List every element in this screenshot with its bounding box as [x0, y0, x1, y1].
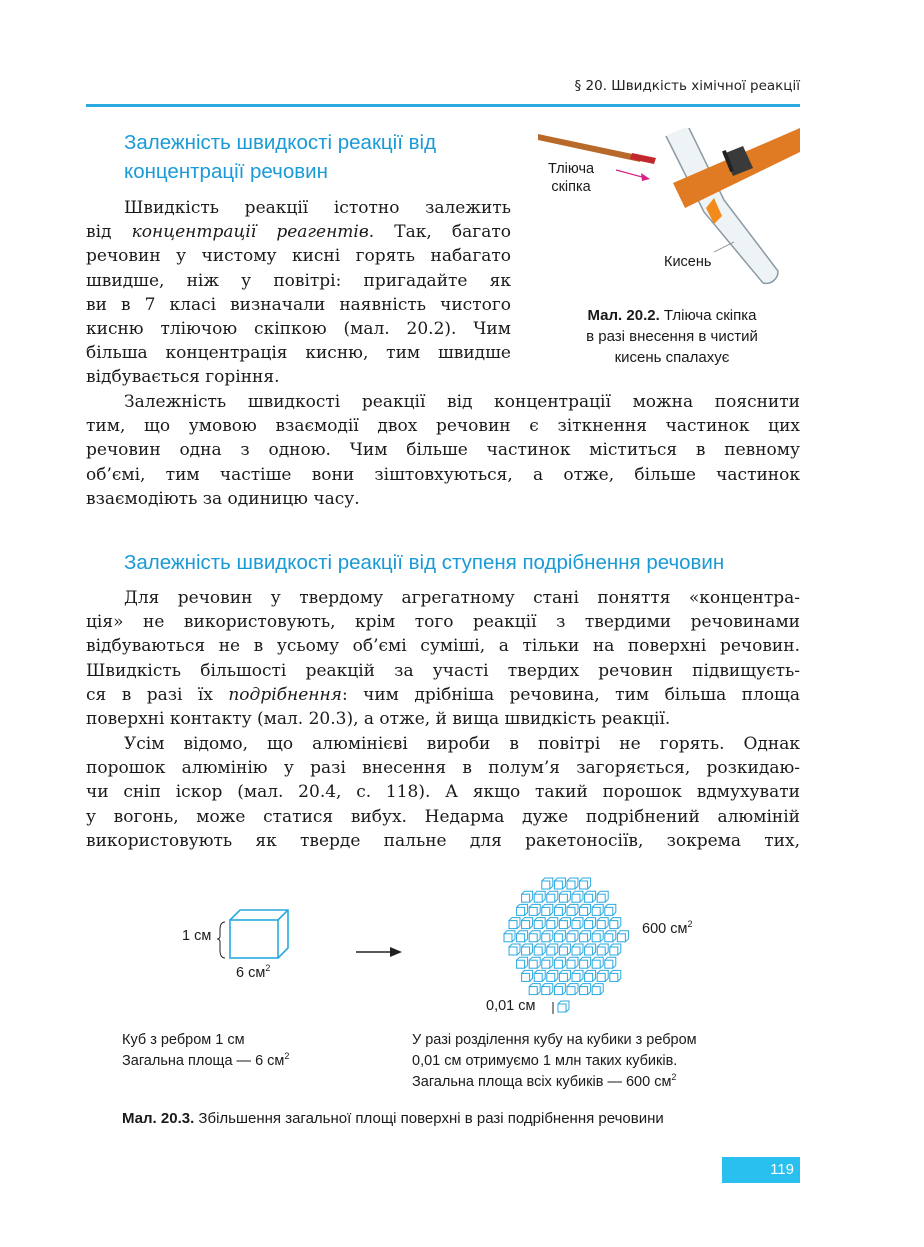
small-cube [509, 918, 520, 929]
edge-label: 1 см [182, 928, 212, 944]
text-line: Усім відомо, що алюмінієві вироби в повітрі не горять. Однак [124, 734, 800, 754]
small-cube [572, 944, 583, 955]
small-cube [605, 931, 616, 942]
text-line: поверхні контакту (мал. 20.3), а отже, й вища швидкість реакції. [86, 708, 671, 729]
small-cube [529, 931, 540, 942]
paragraph-grinding-intro [86, 586, 800, 731]
small-cube [559, 970, 570, 981]
oxygen-leader [714, 242, 734, 252]
small-cube [572, 918, 583, 929]
large-cube-description [122, 1030, 289, 1072]
paragraph-aluminium [86, 732, 800, 853]
text-line: ви в 7 класі визначали наявність чистого [86, 294, 511, 315]
description-text: Загальна площа — 6 см [122, 1053, 285, 1069]
small-cube [567, 984, 578, 995]
text-line: використовують як тверде пальне для ракетоносіїв, зокрема тих, [86, 830, 800, 851]
small-cube [592, 931, 603, 942]
pointer-arrow [616, 170, 650, 181]
text-run: : чим дрібніша речовина, тим більша площа [341, 684, 800, 705]
caption-label: Мал. 20.3. [122, 1110, 195, 1127]
figure-20-3-illustration [180, 870, 740, 1020]
label-line: скіпка [551, 179, 591, 195]
small-cube [522, 918, 533, 929]
text-line [86, 683, 800, 707]
small-cube [559, 891, 570, 902]
small-cube [529, 957, 540, 968]
small-cube [529, 904, 540, 915]
small-cube [554, 904, 565, 915]
text-line: порошок алюмінію у разі внесення в полум’я загоряється, розкидаю- [86, 758, 800, 779]
small-cube [610, 918, 621, 929]
small-cube [517, 957, 528, 968]
small-cube [554, 984, 565, 995]
edge-brace [217, 922, 225, 958]
small-cube [597, 970, 608, 981]
text-run: ся в разі їх [86, 684, 229, 705]
figure-20-2-caption [558, 305, 786, 368]
small-cube [542, 904, 553, 915]
small-cube [534, 891, 545, 902]
text-line: Для речовин у твердому агрегатному стані поняття «концентра- [124, 588, 800, 608]
small-cube [547, 944, 558, 955]
small-cube [534, 944, 545, 955]
figure-20-3-caption [122, 1108, 664, 1129]
text-line: речовин у чистому кисні горять набагато [86, 246, 511, 267]
area-text: 600 см [642, 921, 688, 937]
small-cube [597, 891, 608, 902]
exponent: 2 [671, 1072, 677, 1082]
small-cube [580, 878, 591, 889]
small-cube [572, 891, 583, 902]
small-cube [597, 918, 608, 929]
small-cube [534, 970, 545, 981]
small-cube [592, 957, 603, 968]
caption-line [558, 305, 786, 326]
text-line: у вогонь, може статися вибух. Недарма дуже подрібнений алюміній [86, 806, 800, 827]
oxygen-label: Кисень [664, 254, 712, 270]
small-cube [554, 878, 565, 889]
small-cube [585, 944, 596, 955]
small-cube [542, 931, 553, 942]
small-cubes-description [412, 1030, 697, 1093]
description-line: Куб з ребром 1 см [122, 1032, 245, 1048]
caption-label: Мал. 20.2. [587, 307, 660, 324]
area-text: 6 см [236, 965, 266, 981]
text-line: чи сніп іскор (мал. 20.4, с. 118). А якщо такий порошок вдмухувати [86, 782, 800, 803]
text-line: тим, що умовою взаємодії двох речовин є зіткнення частинок цих [86, 416, 800, 437]
small-cube [547, 891, 558, 902]
section-heading-grinding: Залежність швидкості реакції від ступеня подрібнення речовин [124, 551, 725, 574]
small-edge-label: 0,01 см [486, 998, 536, 1014]
description-line [412, 1072, 697, 1093]
small-cube [585, 918, 596, 929]
exponent: 2 [687, 919, 693, 929]
transform-arrow [356, 947, 402, 957]
description-line [122, 1051, 289, 1072]
small-cube [572, 970, 583, 981]
exponent: 2 [284, 1051, 290, 1061]
small-cube [504, 931, 515, 942]
caption-line: кисень спалахує [614, 349, 730, 366]
small-cube [585, 891, 596, 902]
small-cube [554, 957, 565, 968]
small-cube [567, 931, 578, 942]
small-cube [547, 918, 558, 929]
exponent: 2 [265, 963, 271, 973]
label-line: Тліюча [548, 161, 595, 177]
small-cube [585, 970, 596, 981]
small-cube [610, 970, 621, 981]
small-cube [542, 984, 553, 995]
page-number: 119 [722, 1157, 800, 1183]
small-cube [610, 944, 621, 955]
small-cube [529, 984, 540, 995]
small-cube [522, 944, 533, 955]
text-line: більша концентрація кисню, тим швидше [86, 343, 511, 364]
text-line: речовин одна з одною. Чим більше частинок міститься в певному [86, 440, 800, 461]
small-cube [605, 904, 616, 915]
cube-area-label [236, 963, 270, 984]
small-cube [580, 904, 591, 915]
heading-line: Залежність швидкості реакції від [124, 131, 437, 154]
small-cube [517, 904, 528, 915]
small-cube [542, 957, 553, 968]
small-cubes-cloud [504, 878, 628, 995]
small-cube [559, 918, 570, 929]
small-cube [522, 891, 533, 902]
small-cube [554, 931, 565, 942]
description-text: Загальна площа всіх кубиків — 600 см [412, 1074, 672, 1090]
text-line: Залежність швидкості реакції від концентрації можна пояснити [124, 392, 800, 412]
small-cube [580, 957, 591, 968]
running-head: § 20. Швидкість хімічної реакції [574, 78, 800, 94]
large-cube [230, 910, 288, 958]
small-cube [605, 957, 616, 968]
text-line: швидше, ніж у повітрі: пригадайте як [86, 270, 511, 291]
small-cube [580, 984, 591, 995]
caption-line: в разі внесення в чистий [586, 328, 758, 345]
text-line: відбувається горіння. [86, 367, 280, 388]
header-rule [86, 104, 800, 107]
heading-line: концентрації речовин [124, 160, 328, 183]
description-line: У разі розділення кубу на кубики з ребром [412, 1032, 697, 1048]
splint-label [548, 160, 594, 196]
text-line [86, 220, 511, 244]
paragraph-concentration-explanation [86, 390, 800, 511]
text-line: Швидкість більшості реакцій за участі твердих речовин підвищуєть- [86, 660, 800, 681]
small-cube [567, 957, 578, 968]
text-line: відбуваються не в усьому об’ємі суміші, а тільки на поверхні речовин. [86, 636, 800, 657]
text-line: ція» не використовують, крім того реакції з твердими речовинами [86, 612, 800, 633]
caption-text: Збільшення загальної площі поверхні в разі подрібнення речовини [194, 1110, 664, 1127]
text-line: об’ємі, тим частіше вони зіштовхуються, а отже, більше частинок [86, 464, 800, 485]
small-cube [567, 878, 578, 889]
section-heading-concentration [124, 128, 436, 186]
small-cube [592, 904, 603, 915]
small-cube [592, 984, 603, 995]
text-line: Швидкість реакції істотно залежить [124, 198, 511, 218]
small-cube [580, 931, 591, 942]
emphasis-term: концентрації реагентів [131, 222, 369, 243]
small-cube [534, 918, 545, 929]
small-cube [509, 944, 520, 955]
cloud-area-label [642, 919, 692, 940]
small-cube [542, 878, 553, 889]
small-cube [597, 944, 608, 955]
description-line: 0,01 см отримуємо 1 млн таких кубиків. [412, 1053, 678, 1069]
small-cube [517, 931, 528, 942]
emphasis-term: подрібнення [228, 684, 342, 705]
small-cube [522, 970, 533, 981]
small-cube [617, 931, 628, 942]
small-cube [567, 904, 578, 915]
text-run: від [86, 222, 132, 243]
paragraph-concentration-intro [86, 196, 511, 390]
text-run: . Так, багато [368, 222, 511, 243]
small-cube [547, 970, 558, 981]
caption-text: Тліюча скіпка [659, 307, 757, 324]
small-cube [559, 944, 570, 955]
text-line: кисню тліючою скіпкою (мал. 20.2). Чим [86, 318, 511, 339]
single-small-cube [558, 1001, 569, 1012]
text-line: взаємодіють за одиницю часу. [86, 488, 360, 509]
